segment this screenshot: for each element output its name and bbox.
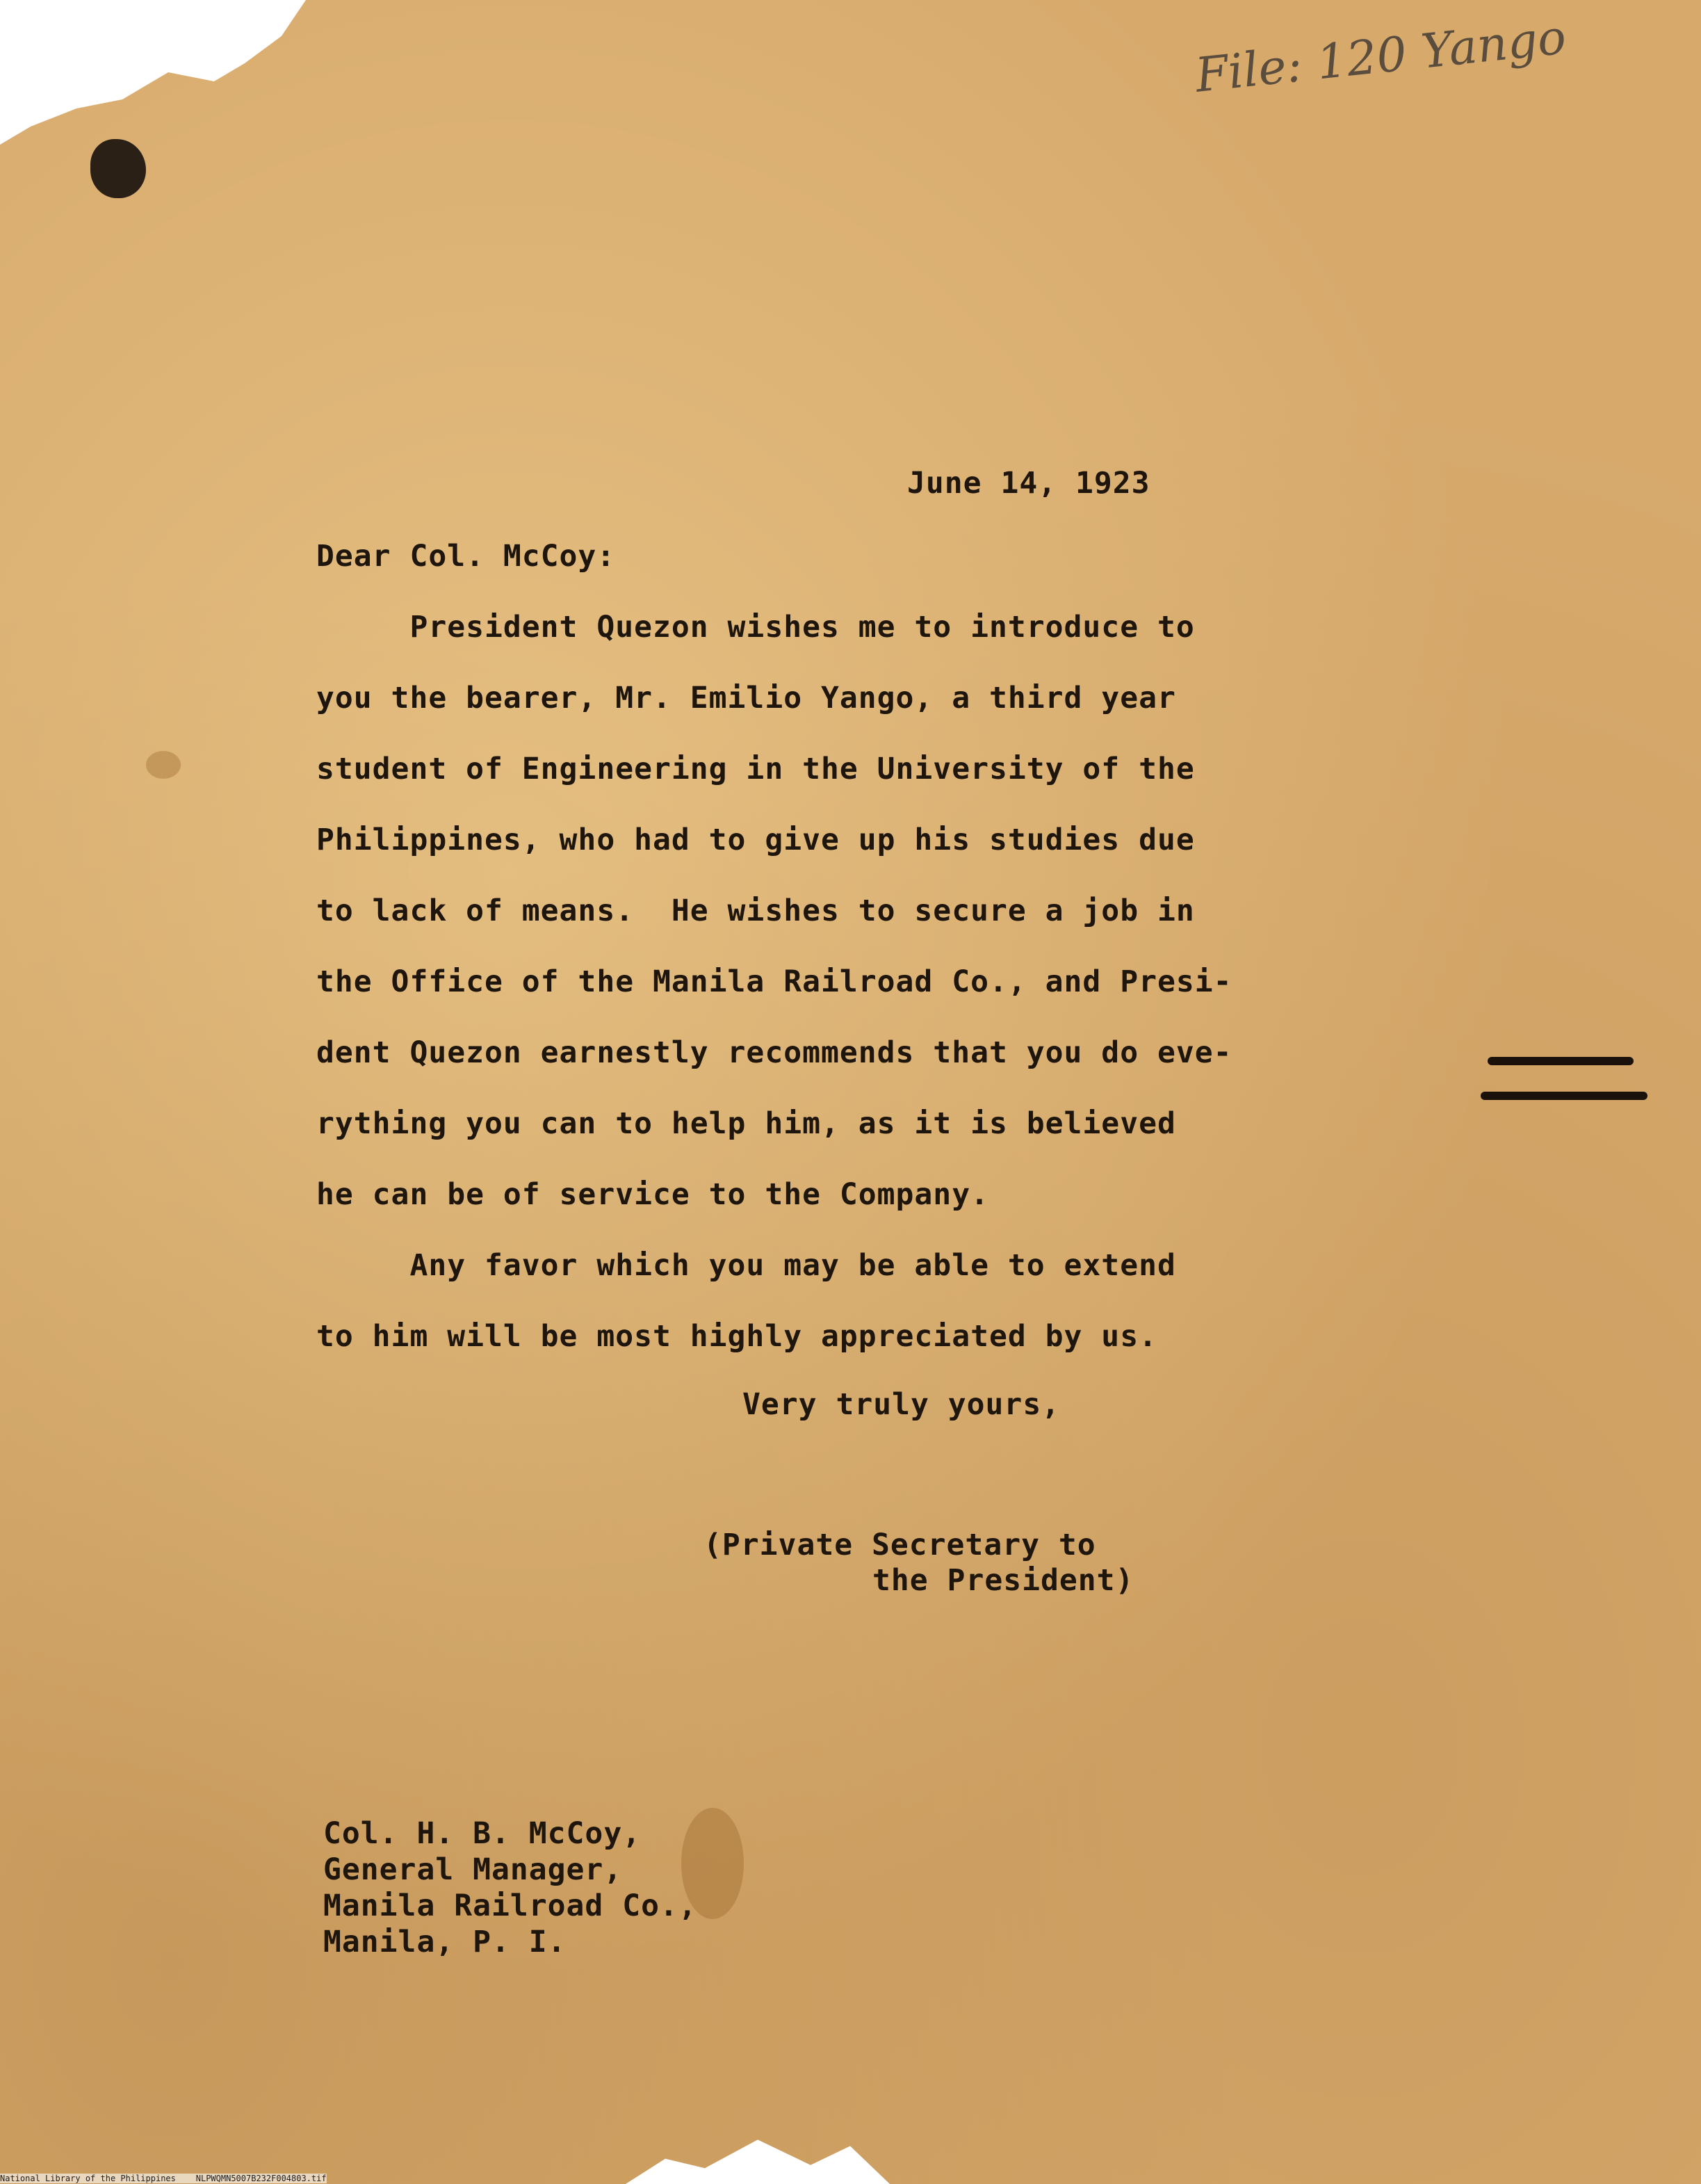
address-line: General Manager,: [323, 1852, 623, 1887]
salutation: Dear Col. McCoy:: [316, 539, 616, 574]
file-annotation: File: 120 Yango: [1192, 10, 1569, 104]
punch-hole: [90, 139, 146, 198]
letter-date: June 14, 1923: [907, 466, 1150, 501]
body-line: the Office of the Manila Railroad Co., and Presi-: [316, 964, 1232, 999]
address-line: Manila Railroad Co.,: [323, 1888, 697, 1923]
stain: [146, 751, 181, 779]
body-line: Philippines, who had to give up his studies due: [316, 823, 1195, 857]
body-line: you the bearer, Mr. Emilio Yango, a third year: [316, 681, 1176, 715]
signature-title: the President): [872, 1563, 1134, 1598]
closing: Very truly yours,: [742, 1387, 1061, 1422]
body-line: he can be of service to the Company.: [316, 1177, 989, 1212]
body-line: Any favor which you may be able to extend: [316, 1248, 1176, 1283]
body-line: rything you can to help him, as it is believed: [316, 1106, 1176, 1141]
signature-title: (Private Secretary to: [703, 1528, 1096, 1562]
body-line: to him will be most highly appreciated by us.: [316, 1319, 1157, 1354]
archive-footer: National Library of the Philippines NLPWQMN5007B232F004803.tif: [0, 2174, 327, 2183]
address-line: Manila, P. I.: [323, 1925, 567, 1959]
body-line: President Quezon wishes me to introduce to: [316, 610, 1195, 645]
ink-mark: [1488, 1057, 1634, 1065]
ink-mark: [1481, 1092, 1647, 1100]
address-line: Col. H. B. McCoy,: [323, 1816, 642, 1851]
body-line: to lack of means. He wishes to secure a job in: [316, 893, 1195, 928]
body-line: student of Engineering in the University of the: [316, 752, 1195, 786]
body-line: dent Quezon earnestly recommends that you do eve-: [316, 1035, 1232, 1070]
